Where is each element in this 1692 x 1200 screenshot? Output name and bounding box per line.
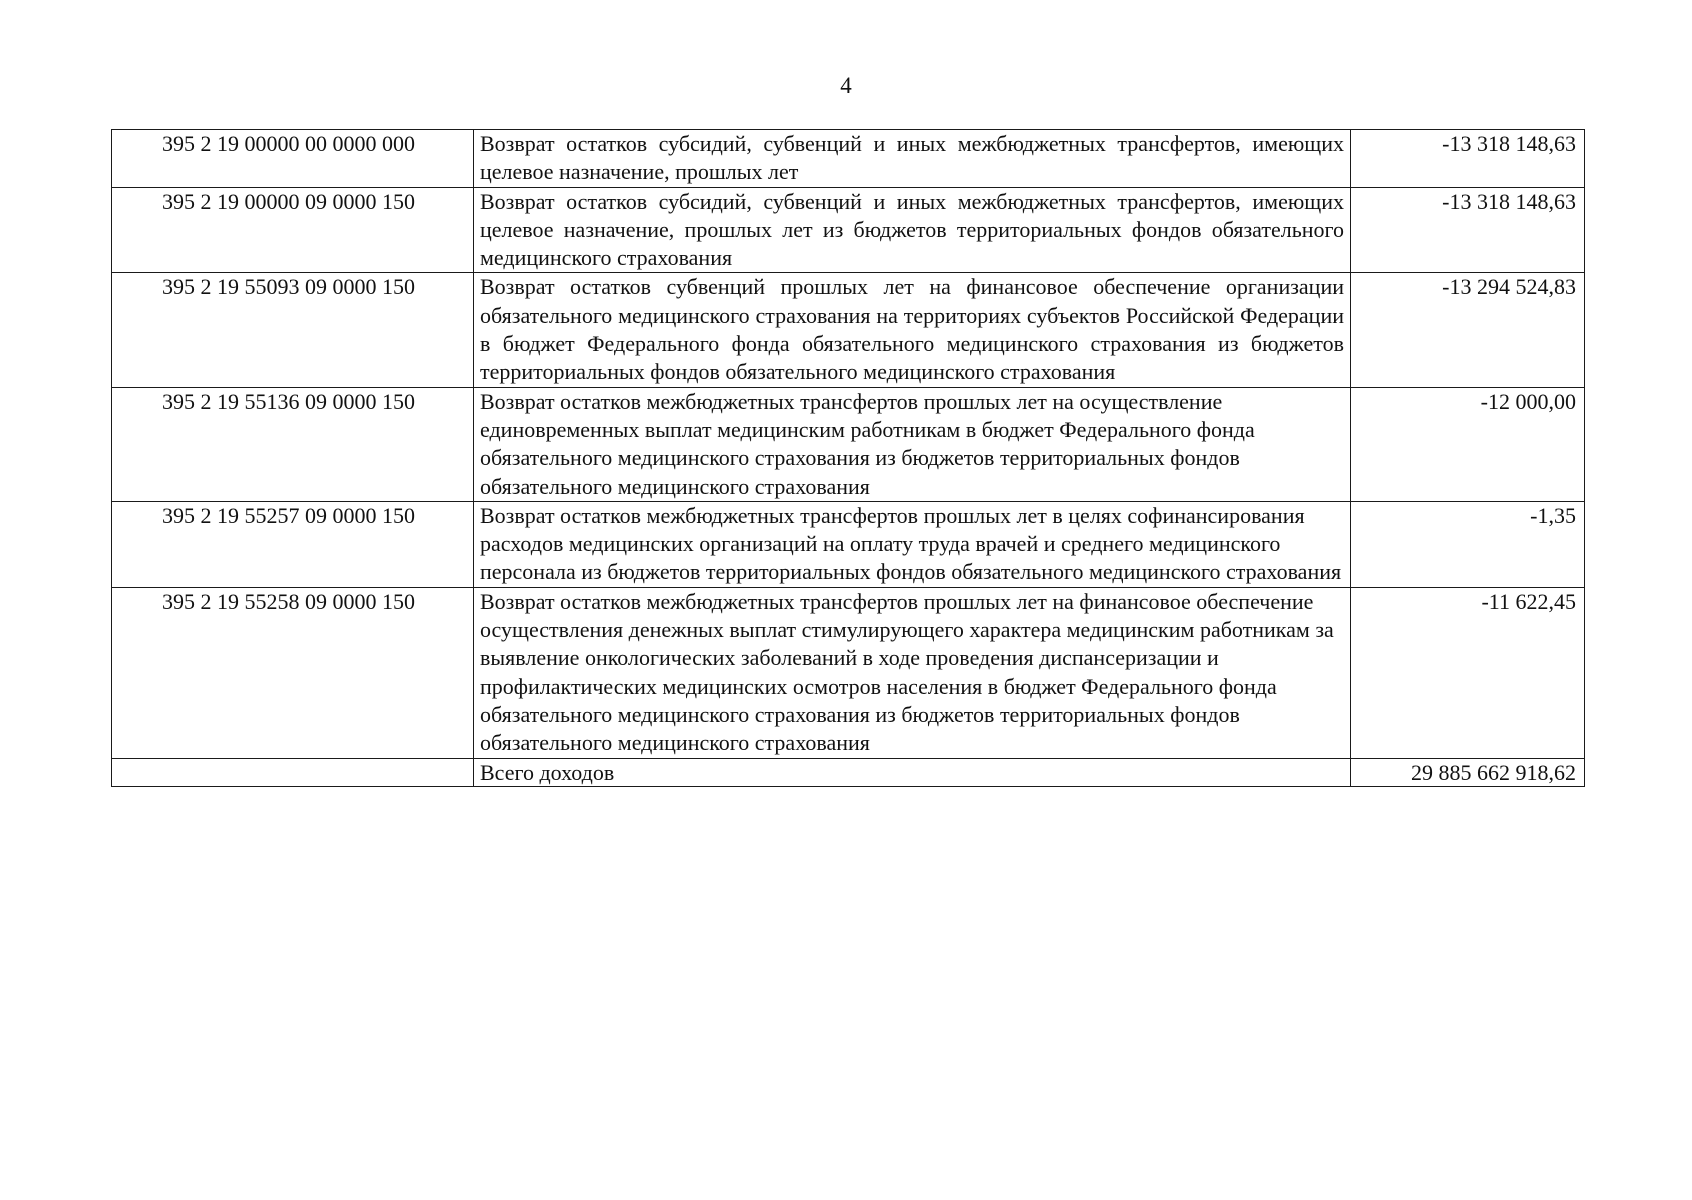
amount-cell: -13 294 524,83 <box>1351 273 1585 387</box>
page-number: 4 <box>840 73 852 98</box>
amount-cell: -11 622,45 <box>1351 587 1585 758</box>
budget-code-cell: 395 2 19 00000 00 0000 000 <box>112 130 474 188</box>
amount-cell: -1,35 <box>1351 501 1585 587</box>
description-cell: Возврат остатков субвенций прошлых лет на финансовое обеспечение организации обязательного медицинского страхования на территориях субъектов Российской Федерации в бюджет Федерального фонда обязательного медицинского страхования из бюджетов территориальных фондов обязательного медицинского страхования <box>474 273 1351 387</box>
description-cell: Возврат остатков субсидий, субвенций и иных межбюджетных трансфертов, имеющих целевое назначение, прошлых лет <box>474 130 1351 188</box>
revenue-table <box>111 129 1585 787</box>
table-row <box>112 130 1585 188</box>
budget-code-cell: 395 2 19 00000 09 0000 150 <box>112 187 474 273</box>
amount-cell: -13 318 148,63 <box>1351 187 1585 273</box>
description-cell: Возврат остатков межбюджетных трансфертов прошлых лет на финансовое обеспечение осуществления денежных выплат стимулирующего характера медицинским работникам за выявление онкологических заболеваний в ходе проведения диспансеризации и профилактических медицинских осмотров населения в бюджет Федерального фонда обязательного медицинского страхования из бюджетов территориальных фондов обязательного медицинского страхования <box>474 587 1351 758</box>
total-amount: 29 885 662 918,62 <box>1351 758 1585 786</box>
total-code-cell <box>112 758 474 786</box>
table-row <box>112 273 1585 387</box>
table-row <box>112 587 1585 758</box>
amount-cell: -13 318 148,63 <box>1351 130 1585 188</box>
budget-code-cell: 395 2 19 55258 09 0000 150 <box>112 587 474 758</box>
description-cell: Возврат остатков межбюджетных трансфертов прошлых лет в целях софинансирования расходов медицинских организаций на оплату труда врачей и среднего медицинского персонала из бюджетов территориальных фондов обязательного медицинского страхования <box>474 501 1351 587</box>
budget-code-cell: 395 2 19 55257 09 0000 150 <box>112 501 474 587</box>
table-row <box>112 501 1585 587</box>
total-row <box>112 758 1585 786</box>
table-row <box>112 387 1585 501</box>
budget-code-cell: 395 2 19 55136 09 0000 150 <box>112 387 474 501</box>
total-label: Всего доходов <box>474 758 1351 786</box>
description-cell: Возврат остатков межбюджетных трансфертов прошлых лет на осуществление единовременных выплат медицинским работникам в бюджет Федерального фонда обязательного медицинского страхования из бюджетов территориальных фондов обязательного медицинского страхования <box>474 387 1351 501</box>
budget-code-cell: 395 2 19 55093 09 0000 150 <box>112 273 474 387</box>
amount-cell: -12 000,00 <box>1351 387 1585 501</box>
description-cell: Возврат остатков субсидий, субвенций и иных межбюджетных трансфертов, имеющих целевое назначение, прошлых лет из бюджетов территориальных фондов обязательного медицинского страхования <box>474 187 1351 273</box>
table-row <box>112 187 1585 273</box>
